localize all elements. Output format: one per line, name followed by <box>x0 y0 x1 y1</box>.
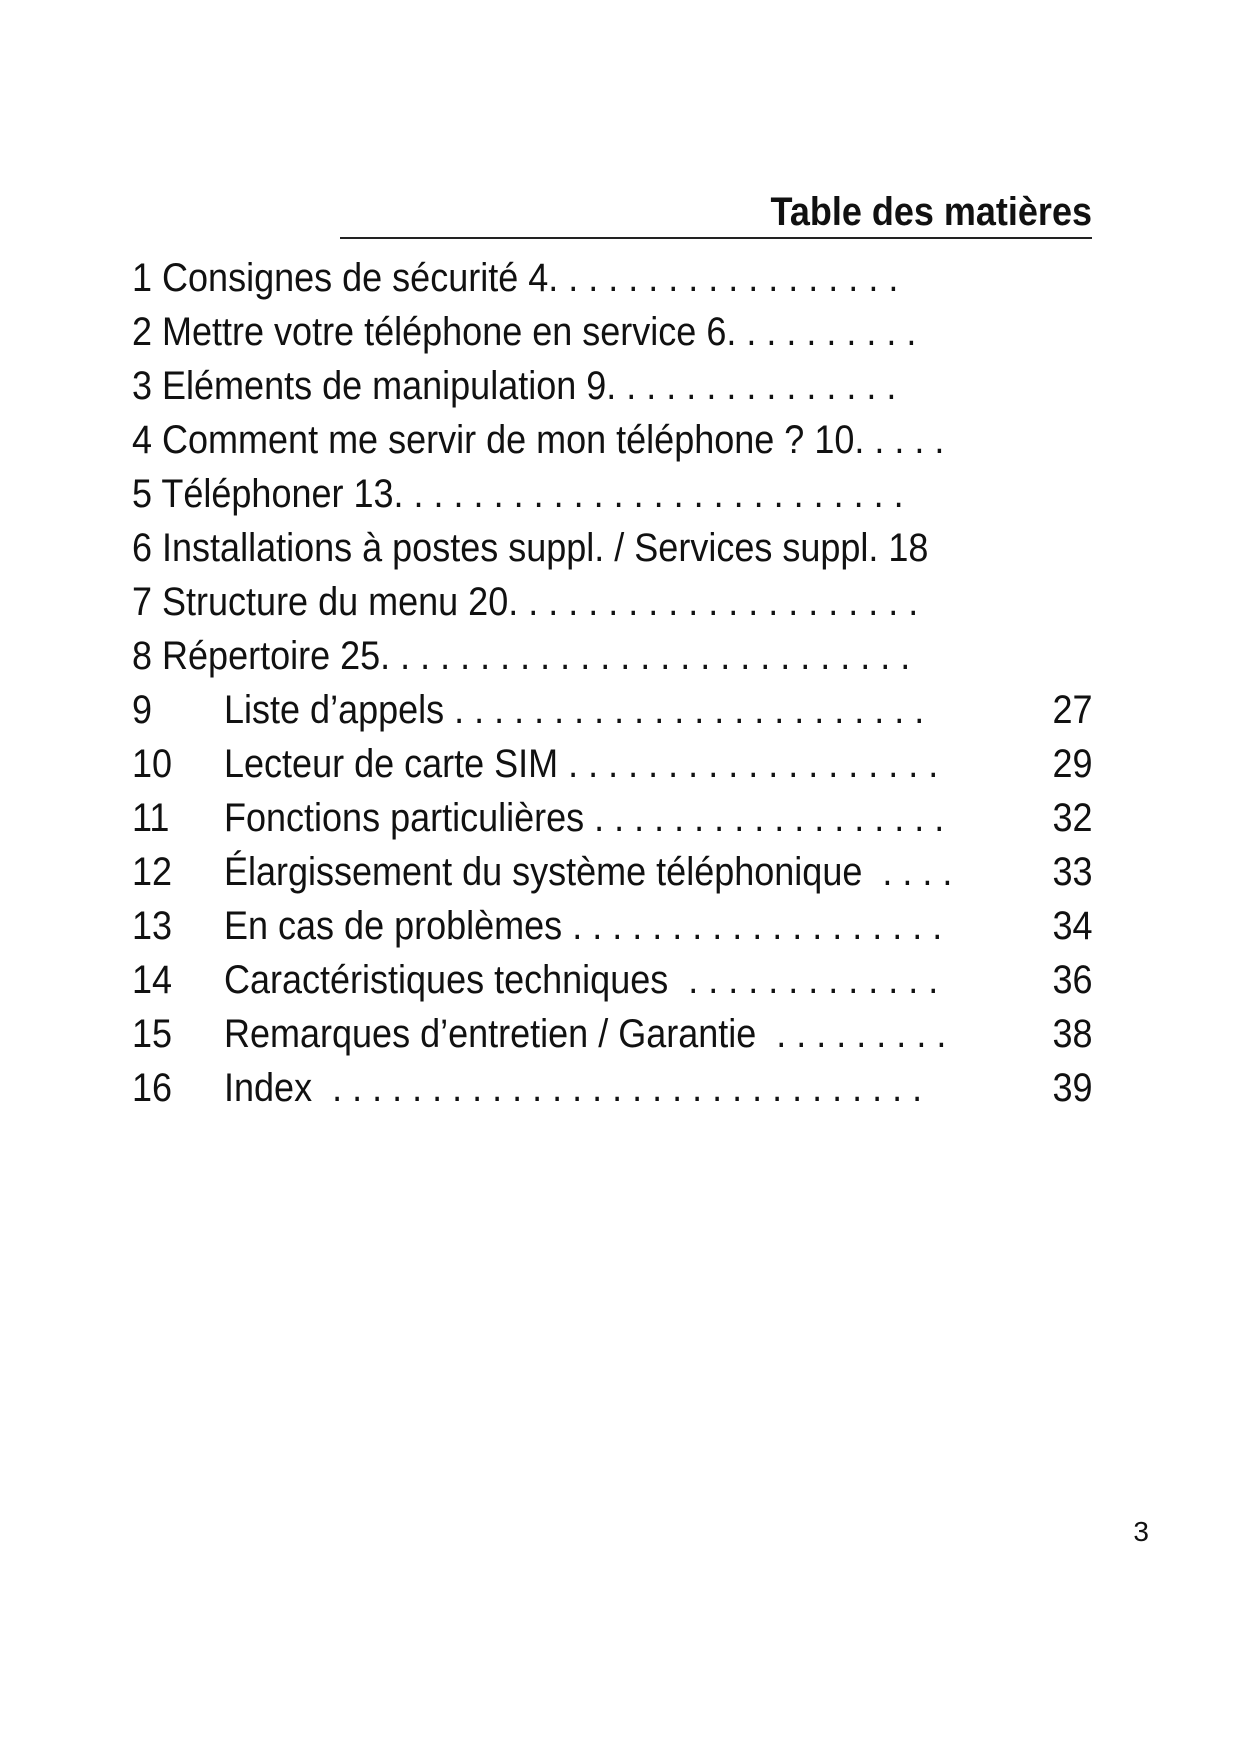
toc-entry-number: 13 <box>132 904 173 948</box>
toc-entry-title: Fonctions particulières . . . . . . . . . . . . . . . . . . <box>224 796 945 840</box>
toc-entry-13[interactable] <box>132 899 1092 953</box>
toc-entry-title: Lecteur de carte SIM . . . . . . . . . . . . . . . . . . . <box>224 742 939 786</box>
toc-entry-page: 27 <box>1051 688 1092 732</box>
toc-entry-11[interactable] <box>132 791 1092 845</box>
toc-entry-title: En cas de problèmes . . . . . . . . . . . . . . . . . . . <box>224 904 943 948</box>
toc-entry-7[interactable] <box>132 575 1092 629</box>
title-rule <box>340 237 1092 239</box>
toc-entry-2[interactable] <box>132 305 1092 359</box>
toc-entry-text: 2 Mettre votre téléphone en service 6. . . . . . . . . . <box>132 310 917 354</box>
page-title: Table des matières <box>770 190 1092 234</box>
toc-entry-text: 3 Eléments de manipulation 9. . . . . . . . . . . . . . . <box>132 364 897 408</box>
toc-entry-3[interactable] <box>132 359 1092 413</box>
toc-entry-14[interactable] <box>132 953 1092 1007</box>
toc-entry-text: 8 Répertoire 25. . . . . . . . . . . . . . . . . . . . . . . . . . . <box>132 634 911 678</box>
toc-entry-number: 16 <box>132 1066 173 1110</box>
toc-entry-number: 9 <box>132 688 153 732</box>
toc-entry-15[interactable] <box>132 1007 1092 1061</box>
toc-entry-5[interactable] <box>132 467 1092 521</box>
toc-entry-title: Liste d’appels . . . . . . . . . . . . . . . . . . . . . . . . <box>224 688 925 732</box>
toc-entry-page: 34 <box>1051 904 1092 948</box>
toc-entry-title: Remarques d’entretien / Garantie . . . . . . . . . <box>224 1012 947 1056</box>
toc-entry-number: 11 <box>132 796 170 840</box>
toc-entry-title: Élargissement du système téléphonique . . . . <box>224 850 953 894</box>
toc-entry-title: Caractéristiques techniques . . . . . . . . . . . . . <box>224 958 939 1002</box>
toc-entry-16[interactable] <box>132 1061 1092 1115</box>
toc-entry-page: 39 <box>1051 1066 1092 1110</box>
toc-entry-page: 33 <box>1051 850 1092 894</box>
toc-entry-page: 38 <box>1051 1012 1092 1056</box>
toc-entry-title: Index . . . . . . . . . . . . . . . . . . . . . . . . . . . . . . <box>224 1066 923 1110</box>
toc-entry-number: 10 <box>132 742 173 786</box>
table-of-contents <box>132 251 1092 1115</box>
toc-entry-page: 29 <box>1051 742 1092 786</box>
toc-entry-1[interactable] <box>132 251 1092 305</box>
toc-entry-page: 36 <box>1051 958 1092 1002</box>
toc-entry-10[interactable] <box>132 737 1092 791</box>
page-number: 3 <box>1133 1516 1149 1547</box>
toc-entry-page: 32 <box>1051 796 1092 840</box>
toc-entry-12[interactable] <box>132 845 1092 899</box>
toc-entry-4[interactable] <box>132 413 1092 467</box>
toc-entry-text: 5 Téléphoner 13. . . . . . . . . . . . . . . . . . . . . . . . . . <box>132 472 904 516</box>
toc-entry-number: 15 <box>132 1012 173 1056</box>
toc-entry-text: 7 Structure du menu 20. . . . . . . . . . . . . . . . . . . . . <box>132 580 919 624</box>
toc-entry-8[interactable] <box>132 629 1092 683</box>
toc-entry-number: 12 <box>132 850 173 894</box>
toc-entry-text: 6 Installations à postes suppl. / Services suppl. 18 <box>132 526 929 570</box>
toc-entry-6[interactable] <box>132 521 1092 575</box>
toc-entry-text: 1 Consignes de sécurité 4. . . . . . . . . . . . . . . . . . <box>132 256 899 300</box>
toc-entry-9[interactable] <box>132 683 1092 737</box>
toc-entry-number: 14 <box>132 958 173 1002</box>
toc-entry-text: 4 Comment me servir de mon téléphone ? 10. . . . . <box>132 418 945 462</box>
